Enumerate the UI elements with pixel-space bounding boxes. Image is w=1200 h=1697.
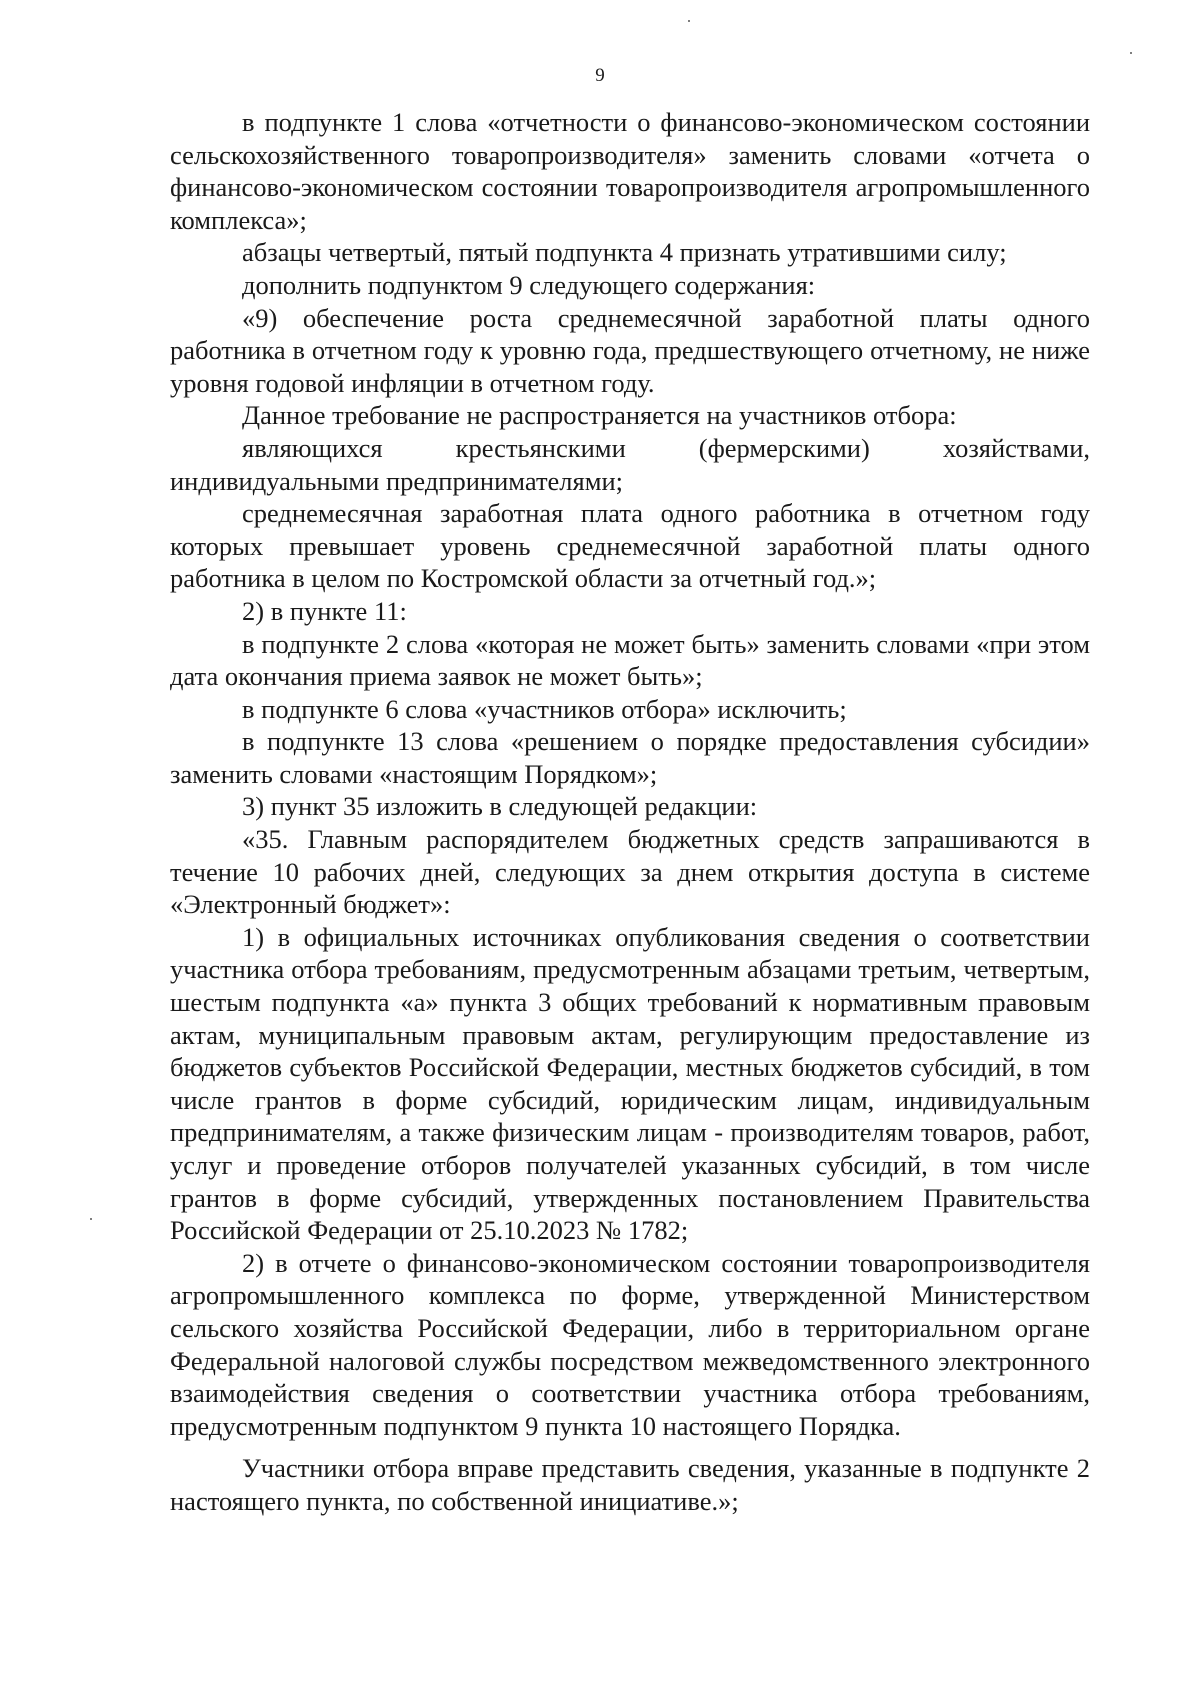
- paragraph-10: в подпункте 6 слова «участников отбора» исключить;: [242, 693, 847, 724]
- paragraph-1: в подпункте 1 слова «отчетности о финансово-экономическом состоянии сельскохозяйственного товаропроизводителя» заменить словами «отчета о финансово-экономическом состоянии товаропроизводителя агропромышленного комплекса»;: [170, 107, 1090, 235]
- paragraph-2: абзацы четвертый, пятый подпункта 4 признать утратившими силу;: [242, 237, 1007, 268]
- paragraph-4: «9) обеспечение роста среднемесячной заработной платы одного работника в отчетном году к уровню года, предшествующего отчетному, не ниже уровня годовой инфляции в отчетном году.: [170, 302, 1090, 398]
- paragraph-12: 3) пункт 35 изложить в следующей редакции:: [242, 791, 758, 822]
- paragraph-11: в подпункте 13 слова «решением о порядке предоставления субсидии» заменить словами «настоящим Порядком»;: [170, 726, 1090, 789]
- paragraph-13: «35. Главным распорядителем бюджетных средств запрашиваются в течение 10 рабочих дней, следующих за днем открытия доступа в системе «Электронный бюджет»:: [170, 824, 1090, 920]
- paragraph-3: дополнить подпунктом 9 следующего содержания:: [242, 269, 816, 300]
- paragraph-7: среднемесячная заработная плата одного работника в отчетном году которых превышает уровень среднемесячной заработной платы одного работника в целом по Костромской области за отчетный год.»;: [170, 498, 1090, 594]
- paragraph-15: 2) в отчете о финансово-экономическом состоянии товаропроизводителя агропромышленного комплекса по форме, утвержденной Министерством сельского хозяйства Российской Федерации, либо в территориальном органе Федеральной налоговой службы посредством межведомственного электронного взаимодействия сведения о соответствии участника отбора требованиям, предусмотренным подпунктом 9 пункта 10 настоящего Порядка.: [170, 1247, 1090, 1441]
- page-number: 9: [595, 65, 605, 86]
- scan-speck: [90, 1218, 92, 1220]
- scan-speck: [1130, 52, 1132, 54]
- paragraph-14: 1) в официальных источниках опубликования сведения о соответствии участника отбора требованиям, предусмотренным абзацами третьим, четвертым, шестым подпункта «а» пункта 3 общих требований к нормативным правовым актам, муниципальным правовым актам, регулирующим предоставление из бюджетов субъектов Российской Федерации, местных бюджетов субсидий, в том числе грантов в форме субсидий, юридическим лицам, индивидуальным предпринимателям, а также физическим лицам - производителям товаров, работ, услуг и проведение отборов получателей указанных субсидий, в том числе грантов в форме субсидий, утвержденных постановлением Правительства Российской Федерации от 25.10.2023 № 1782;: [170, 921, 1090, 1246]
- paragraph-8: 2) в пункте 11:: [242, 595, 407, 626]
- paragraph-6: являющихся крестьянскими (фермерскими) хозяйствами, индивидуальными предпринимателями;: [170, 432, 1090, 496]
- scan-speck: [688, 20, 690, 22]
- paragraph-16: Участники отбора вправе представить сведения, указанные в подпункте 2 настоящего пункта, по собственной инициативе.»;: [170, 1453, 1090, 1516]
- paragraph-9: в подпункте 2 слова «которая не может быть» заменить словами «при этом дата окончания приема заявок не может быть»;: [170, 628, 1090, 692]
- document-body: [170, 106, 1090, 1518]
- paragraph-5: Данное требование не распространяется на участников отбора:: [242, 400, 957, 431]
